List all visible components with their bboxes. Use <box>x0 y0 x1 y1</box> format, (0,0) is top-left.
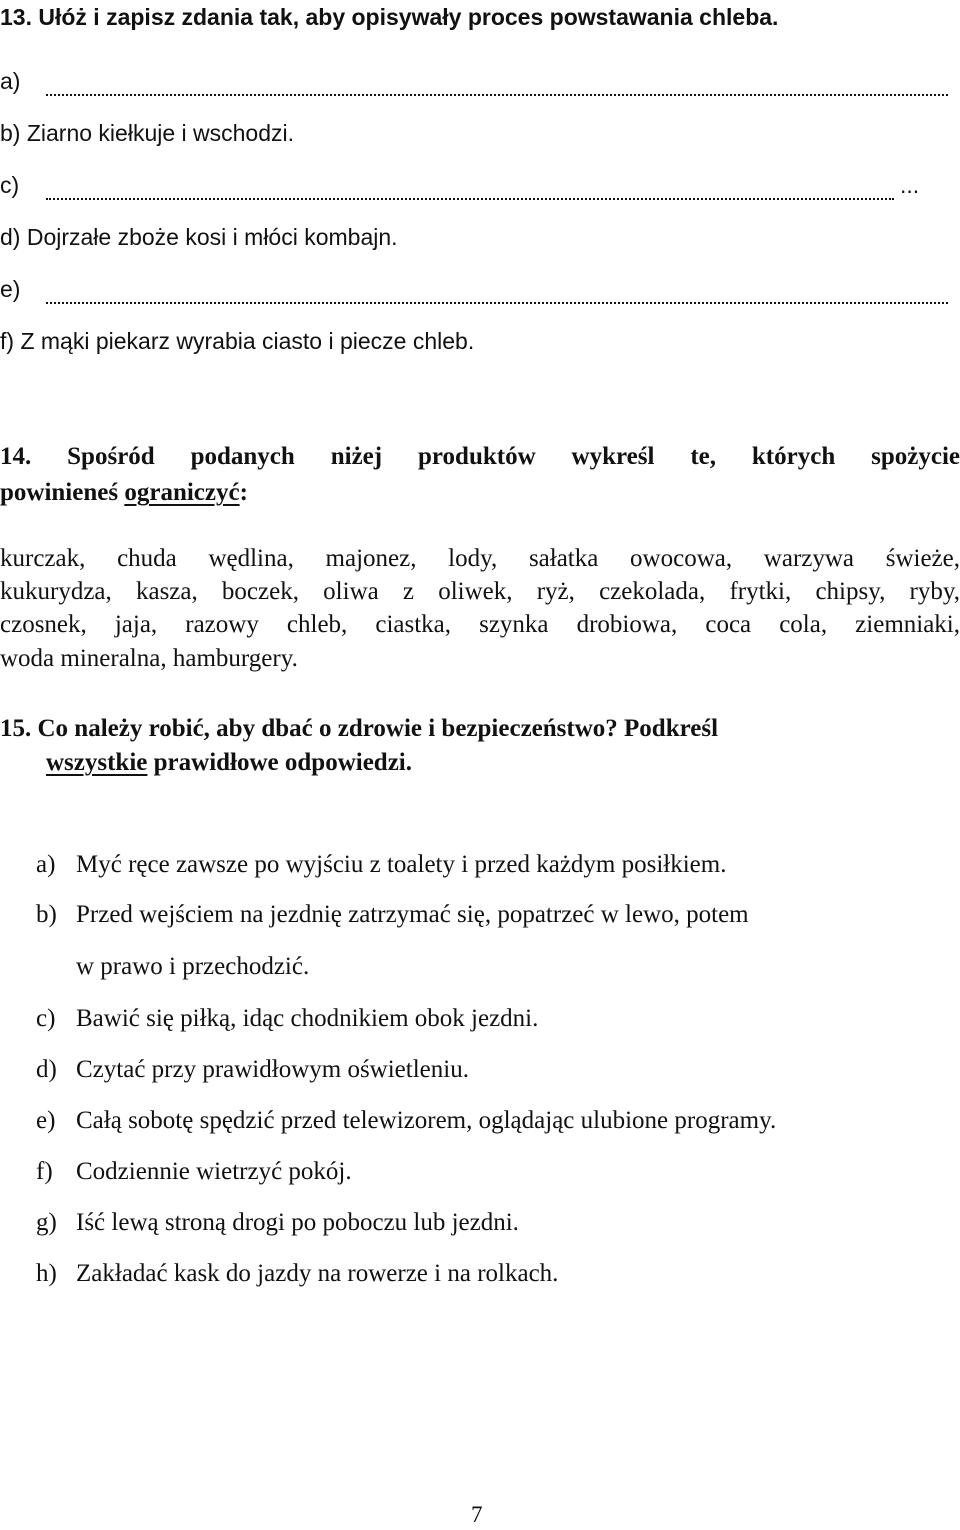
q15-option-b-marker: b) <box>36 901 57 928</box>
q13-item-f-marker: f) <box>0 328 15 354</box>
q13-item-e-marker: e) <box>0 276 21 302</box>
q15-option-b-text: Przed wejściem na jezdnię zatrzymać się, popatrzeć w lewo, potem <box>76 901 749 928</box>
q13-item-b-text: Ziarno kiełkuje i wschodzi. <box>26 120 295 146</box>
q15-option-g-text: Iść lewą stroną drogi po poboczu lub jezdni. <box>76 1209 519 1236</box>
q14-products-line-2: kukurydza, kasza, boczek, oliwa z oliwek, ryż, czekolada, frytki, chipsy, ryby, <box>0 578 960 605</box>
q13-item-f <box>0 326 474 356</box>
q13-item-d-text: Dojrzałe zboże kosi i młóci kombajn. <box>26 224 398 250</box>
q15-option-c-marker: c) <box>36 1005 56 1032</box>
q13-item-c-dots-tail: ... <box>900 172 920 198</box>
q15-option-d-text: Czytać przy prawidłowym oświetleniu. <box>76 1056 469 1083</box>
q13-item-e-answer-line <box>46 302 948 304</box>
q13-title: 13. Ułóż i zapisz zdania tak, aby opisywały proces powstawania chleba. <box>0 4 779 30</box>
q15-option-e-marker: e) <box>36 1107 56 1134</box>
q15-option-c-text: Bawić się piłką, idąc chodnikiem obok jezdni. <box>76 1005 539 1032</box>
q15-option-f-marker: f) <box>36 1158 53 1185</box>
q15-option-d-marker: d) <box>36 1056 57 1083</box>
q15-option-a-marker: a) <box>36 851 56 878</box>
q13-item-c-marker: c) <box>0 172 20 198</box>
q13-item-d-marker: d) <box>0 224 21 250</box>
q15-option-a-text: Myć ręce zawsze po wyjściu z toalety i przed każdym posiłkiem. <box>76 851 727 878</box>
q15-title-line2 <box>46 748 412 778</box>
q13-item-f-text: Z mąki piekarz wyrabia ciasto i piecze chleb. <box>20 328 475 354</box>
q13-item-c-answer-line <box>46 198 894 200</box>
q15-option-f-text: Codziennie wietrzyć pokój. <box>76 1158 352 1185</box>
q15-option-b-text-line2: w prawo i przechodzić. <box>76 953 310 980</box>
q13-item-d <box>0 222 398 252</box>
q14-title-underlined: ograniczyć <box>124 479 240 506</box>
q14-products-line-1: kurczak, chuda wędlina, majonez, lody, sałatka owocowa, warzywa świeże, <box>0 545 960 572</box>
q13-item-b <box>0 118 294 148</box>
q14-title-line1: 14. Spośród podanych niżej produktów wykreśl te, których spożycie <box>0 443 960 470</box>
q15-title-line1: 15. Co należy robić, aby dbać o zdrowie i bezpieczeństwo? Podkreśl <box>0 715 719 742</box>
q15-title-underlined: wszystkie <box>46 749 148 776</box>
q15-title-tail: prawidłowe odpowiedzi. <box>153 749 412 776</box>
q15-option-e-text: Całą sobotę spędzić przed telewizorem, oglądając ulubione programy. <box>76 1107 777 1134</box>
page-number: 7 <box>471 1502 483 1527</box>
q14-title-tail: : <box>239 479 248 506</box>
q13-item-a-marker: a) <box>0 68 21 94</box>
q15-option-g-marker: g) <box>36 1209 57 1236</box>
q15-option-h-marker: h) <box>36 1260 57 1287</box>
q14-products-line-4: woda mineralna, hamburgery. <box>0 645 298 672</box>
q13-item-a-answer-line <box>46 94 948 96</box>
q14-products-line-3: czosnek, jaja, razowy chleb, ciastka, szynka drobiowa, coca cola, ziemniaki, <box>0 611 960 638</box>
q14-title-plain: powinieneś <box>0 479 119 506</box>
q13-item-b-marker: b) <box>0 120 21 146</box>
q15-option-h-text: Zakładać kask do jazdy na rowerze i na rolkach. <box>76 1260 559 1287</box>
q14-title-line2 <box>0 478 248 508</box>
